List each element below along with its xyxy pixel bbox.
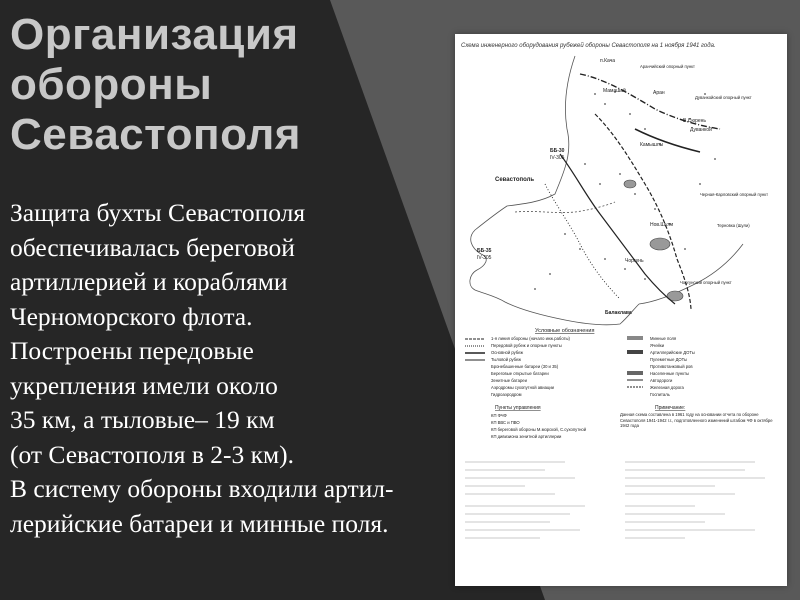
legend-item: 1-я линия обороны (начало инж.работы) xyxy=(491,336,570,341)
label-kamyshly: Камышлы xyxy=(640,142,664,148)
legend-item: Населенные пункты xyxy=(650,371,690,376)
legend-item: Береговые открытые батареи xyxy=(491,371,549,376)
legend-item: Пулеметные ДОТы xyxy=(650,357,688,362)
command-item: КП ФЧФ xyxy=(491,413,507,418)
label-balaklava: Балаклава xyxy=(605,310,632,316)
body-line: артиллерией и кораблями xyxy=(10,267,288,296)
label-duvankoi: Дуванкой xyxy=(690,127,712,133)
legend-item: Бронебашенные батареи (30 и 35) xyxy=(491,364,559,369)
legend-item: Тыловой рубеж xyxy=(491,357,522,362)
legend-item: Аэродромы сухопутной авиации xyxy=(491,385,555,390)
label-kacha: п.Кача xyxy=(600,58,616,64)
body-line: Защита бухты Севастополя xyxy=(10,198,306,227)
slide-title-line: Организация xyxy=(10,10,299,59)
defense-lines xyxy=(545,74,720,309)
body-line: (от Севастополя в 2-3 км). xyxy=(10,439,295,469)
legend-title: Условные обозначения xyxy=(535,328,595,334)
label-iv305b: IV-305 xyxy=(477,255,492,261)
legend-item: Противотанковый ров xyxy=(650,364,693,369)
legend-item: Минные поля xyxy=(650,336,677,341)
label-syurenn: В.Сюрень xyxy=(683,118,707,124)
body-line: 35 км, а тыловые– 19 км xyxy=(10,405,275,434)
map-title: Схема инженерного оборудования рубежей обороны Севастополя на 1 ноября 1941 года. xyxy=(461,43,716,49)
label-aran: Аран xyxy=(653,90,665,96)
note-text: Данная схема составлена в 1961 году на основании отчета по обороне Севастополя 1941-1942 г.г., подготовленного изменений штабом ЧФ в октябре 1942 года xyxy=(620,412,773,429)
body-line: обеспечивалась береговой xyxy=(10,232,295,262)
command-item: КП дивизиона зенитной артиллерии xyxy=(491,434,562,439)
label-sevastopol: Севастополь xyxy=(495,177,535,183)
label-mamashai: Мамашай xyxy=(603,88,626,94)
body-line: Построены передовые xyxy=(10,336,254,365)
body-line: Черноморского флота. xyxy=(10,301,253,331)
legend-item: Передовой рубеж и опорные пункты xyxy=(491,343,562,348)
slide-title-line: Севастополя xyxy=(10,110,301,159)
label-aranch: Аранчийский опорный пункт xyxy=(640,64,695,69)
body-line: лерийские батареи и минные поля. xyxy=(10,508,389,538)
label-bb30: ББ-30 xyxy=(550,148,565,154)
note-title: Примечание: xyxy=(655,405,686,411)
place-labels xyxy=(477,58,768,316)
map-legend xyxy=(465,328,780,452)
legend-item: Госпиталь xyxy=(650,392,670,397)
command-title: Пункты управления xyxy=(495,405,541,411)
legend-item: Гидроаэродром xyxy=(491,392,522,397)
body-line: укрепления имели около xyxy=(10,370,278,400)
map-drawing xyxy=(455,34,787,586)
slide-title-line: обороны xyxy=(10,60,213,109)
label-ternovka: Терновка (Шули) xyxy=(717,223,750,228)
command-item: КП береговой обороны М.морской, С.сухопутной xyxy=(491,427,587,432)
legend-item: Зенитные батареи xyxy=(491,378,527,383)
slide-body-text xyxy=(10,196,490,541)
label-novshuli: Нов.Шули xyxy=(650,222,674,228)
command-item: КП ВВС и ПВО xyxy=(491,420,520,425)
label-chorgun-point: Чоргунский опорный пункт xyxy=(680,280,732,285)
legend-item: Артиллерийские ДОТы xyxy=(650,350,695,355)
legend-item: Основной рубеж xyxy=(491,350,524,355)
defense-scheme-map xyxy=(455,34,787,586)
legend-right-column xyxy=(627,336,695,397)
legend-item: Автодороги xyxy=(650,378,673,383)
label-chorgun: Чоргунь xyxy=(625,258,644,264)
note-text-box xyxy=(620,412,780,452)
legend-item: Железная дорога xyxy=(650,385,684,390)
label-chernaya: Черная-Карловский опорный пункт xyxy=(700,192,769,197)
label-duvankoi-point: Дуванкойский опорный пункт xyxy=(695,95,752,100)
legend-item: Ячейки xyxy=(650,343,665,348)
label-bb35: ББ-35 xyxy=(477,248,492,254)
label-iv305: IV-305 xyxy=(550,155,565,161)
body-line: В систему обороны входили артил- xyxy=(10,474,394,503)
slide-title xyxy=(10,10,301,160)
faded-lines xyxy=(465,462,765,538)
